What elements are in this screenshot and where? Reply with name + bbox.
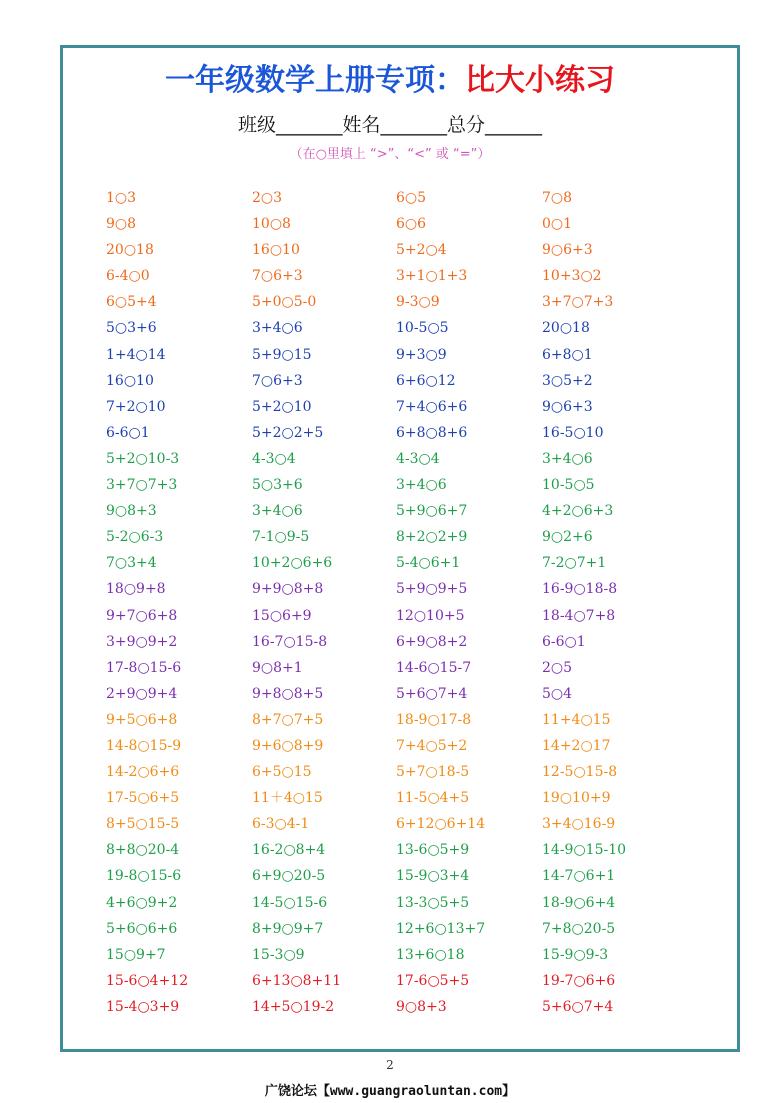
comparison-exercise: 5+9○15 <box>252 346 312 363</box>
comparison-exercise: 7+4○5+2 <box>396 737 468 754</box>
comparison-exercise: 14+5○19-2 <box>252 998 335 1015</box>
exercise-row <box>106 840 706 866</box>
comparison-exercise: 8+7○7+5 <box>252 711 324 728</box>
comparison-exercise: 7○6+3 <box>252 372 303 389</box>
comparison-exercise: 16-7○15-8 <box>252 633 328 650</box>
exercise-row <box>106 762 706 788</box>
comparison-exercise: 9○6+3 <box>542 242 593 259</box>
exercise-row <box>106 214 706 240</box>
comparison-exercise: 6-4○0 <box>106 268 150 285</box>
comparison-exercise: 5+2○10-3 <box>106 450 180 467</box>
exercise-row <box>106 684 706 710</box>
comparison-exercise: 6○5 <box>396 190 427 206</box>
comparison-exercise: 11+4○15 <box>542 711 611 728</box>
exercise-row <box>106 658 706 684</box>
comparison-exercise: 5+2○10 <box>252 398 312 415</box>
exercise-row <box>106 971 706 997</box>
comparison-exercise: 5+9○6+7 <box>396 503 468 520</box>
comparison-exercise: 5+0○5-0 <box>252 294 317 311</box>
comparison-exercise: 9○8+1 <box>252 659 303 676</box>
comparison-exercise: 5+6○7+4 <box>542 998 614 1015</box>
comparison-exercise: 4+2○6+3 <box>542 503 614 520</box>
comparison-exercise: 5+6○6+6 <box>106 920 178 937</box>
comparison-exercise: 9+6○8+9 <box>252 737 324 754</box>
comparison-exercise: 7○3+4 <box>106 555 157 572</box>
comparison-exercise: 6○6 <box>396 216 427 233</box>
comparison-exercise: 3+7○7+3 <box>542 294 614 311</box>
comparison-exercise: 5○3+6 <box>106 320 157 337</box>
comparison-exercise: 6+9○8+2 <box>396 633 468 650</box>
exercise-row <box>106 188 706 214</box>
comparison-exercise: 9+5○6+8 <box>106 711 178 728</box>
comparison-exercise: 15○6+9 <box>252 607 312 624</box>
comparison-exercise: 9○8+3 <box>396 998 447 1015</box>
comparison-exercise: 17-6○5+5 <box>396 972 470 989</box>
comparison-exercise: 9○8+3 <box>106 503 157 520</box>
comparison-exercise: 14-9○15-10 <box>542 842 627 859</box>
comparison-exercise: 12+6○13+7 <box>396 920 486 937</box>
comparison-exercise: 20○18 <box>542 320 590 337</box>
comparison-exercise: 9+9○8+8 <box>252 581 324 598</box>
exercise-row <box>106 579 706 605</box>
comparison-exercise: 6+13○8+11 <box>252 972 342 989</box>
comparison-exercise: 19○10+9 <box>542 790 611 807</box>
comparison-exercise: 3+7○7+3 <box>106 477 178 494</box>
comparison-exercise: 12○10+5 <box>396 607 465 624</box>
comparison-exercise: 7+2○10 <box>106 398 166 415</box>
comparison-exercise: 6+12○6+14 <box>396 816 486 833</box>
comparison-exercise: 5+7○18-5 <box>396 764 470 781</box>
comparison-exercise: 17-8○15-6 <box>106 659 182 676</box>
comparison-exercise: 5+9○9+5 <box>396 581 468 598</box>
comparison-exercise: 11-5○4+5 <box>396 790 470 807</box>
comparison-exercise: 7+8○20-5 <box>542 920 616 937</box>
comparison-exercise: 18○9+8 <box>106 581 166 598</box>
student-info-line: 班级_______姓名_______总分______ <box>237 114 542 136</box>
comparison-exercise: 7-2○7+1 <box>542 555 607 572</box>
comparison-exercise: 15○9+7 <box>106 946 166 963</box>
comparison-exercise: 7○8 <box>542 190 573 206</box>
comparison-exercise: 10-5○5 <box>542 477 595 494</box>
comparison-exercise: 8+9○9+7 <box>252 920 324 937</box>
exercise-row <box>106 371 706 397</box>
comparison-exercise: 3+1○1+3 <box>396 268 468 285</box>
comparison-exercise: 13+6○18 <box>396 946 465 963</box>
comparison-exercise: 20○18 <box>106 242 154 259</box>
comparison-exercise: 5+6○7+4 <box>396 685 468 702</box>
exercise-row <box>106 710 706 736</box>
comparison-exercise: 7-1○9-5 <box>252 529 310 546</box>
title-part-2: 比大小练习 <box>465 63 615 98</box>
comparison-exercise: 4-3○4 <box>396 450 440 467</box>
comparison-exercise: 14+2○17 <box>542 737 611 754</box>
exercise-row <box>106 449 706 475</box>
comparison-exercise: 16-9○18-8 <box>542 581 618 598</box>
comparison-exercise: 14-5○15-6 <box>252 894 328 911</box>
comparison-exercise: 9+7○6+8 <box>106 607 178 624</box>
exercise-row <box>106 736 706 762</box>
exercise-row <box>106 266 706 292</box>
exercise-row <box>106 919 706 945</box>
comparison-exercise: 9+8○8+5 <box>252 685 324 702</box>
comparison-exercise: 14-2○6+6 <box>106 764 180 781</box>
comparison-exercise: 4-3○4 <box>252 450 296 467</box>
comparison-exercise: 3+4○6 <box>252 503 303 520</box>
comparison-exercise: 16○10 <box>106 372 154 389</box>
comparison-exercise: 2○5 <box>542 659 573 676</box>
comparison-exercise: 3○5+2 <box>542 372 593 389</box>
comparison-exercise: 15-9○9-3 <box>542 946 609 963</box>
exercise-row <box>106 866 706 892</box>
comparison-exercise: 3+4○6 <box>542 450 593 467</box>
comparison-exercise: 14-6○15-7 <box>396 659 472 676</box>
exercise-grid <box>106 188 706 1023</box>
comparison-exercise: 9○6+3 <box>542 398 593 415</box>
comparison-exercise: 6+6○12 <box>396 372 456 389</box>
title-part-1: 一年级数学上册专项： <box>165 63 465 98</box>
comparison-exercise: 10+3○2 <box>542 268 602 285</box>
comparison-exercise: 19-8○15-6 <box>106 868 182 885</box>
comparison-exercise: 3+4○6 <box>252 320 303 337</box>
comparison-exercise: 7+4○6+6 <box>396 398 468 415</box>
comparison-exercise: 6-6○1 <box>542 633 586 650</box>
comparison-exercise: 7○6+3 <box>252 268 303 285</box>
exercise-row <box>106 240 706 266</box>
comparison-exercise: 5-2○6-3 <box>106 529 164 546</box>
exercise-row <box>106 345 706 371</box>
exercise-row <box>106 814 706 840</box>
comparison-exercise: 8+5○15-5 <box>106 816 180 833</box>
comparison-exercise: 8+8○20-4 <box>106 842 180 859</box>
comparison-exercise: 15-6○4+12 <box>106 972 189 989</box>
comparison-exercise: 4+6○9+2 <box>106 894 178 911</box>
comparison-exercise: 12-5○15-8 <box>542 764 618 781</box>
exercise-row <box>106 893 706 919</box>
exercise-row <box>106 997 706 1023</box>
footer-source: 广饶论坛【www.guangraoluntan.com】 <box>264 1084 516 1099</box>
comparison-exercise: 18-9○17-8 <box>396 711 472 728</box>
comparison-exercise: 18-4○7+8 <box>542 607 616 624</box>
comparison-exercise: 8+2○2+9 <box>396 529 468 546</box>
comparison-exercise: 3+9○9+2 <box>106 633 178 650</box>
comparison-exercise: 1+4○14 <box>106 346 166 363</box>
comparison-exercise: 16-2○8+4 <box>252 842 326 859</box>
comparison-exercise: 6+9○20-5 <box>252 868 326 885</box>
comparison-exercise: 6+8○8+6 <box>396 424 468 441</box>
comparison-exercise: 15-3○9 <box>252 946 305 963</box>
comparison-exercise: 6+8○1 <box>542 346 593 363</box>
instruction-note: （在○里填上 “>”、“<” 或 “=”） <box>289 147 491 162</box>
comparison-exercise: 6-3○4-1 <box>252 816 310 833</box>
comparison-exercise: 5-4○6+1 <box>396 555 461 572</box>
comparison-exercise: 13-6○5+9 <box>396 842 470 859</box>
page-number: 2 <box>386 1058 394 1072</box>
exercise-row <box>106 397 706 423</box>
comparison-exercise: 9○2+6 <box>542 529 593 546</box>
comparison-exercise: 5○3+6 <box>252 477 303 494</box>
comparison-exercise: 9-3○9 <box>396 294 440 311</box>
exercise-row <box>106 501 706 527</box>
exercise-row <box>106 788 706 814</box>
comparison-exercise: 18-9○6+4 <box>542 894 616 911</box>
comparison-exercise: 16○10 <box>252 242 300 259</box>
comparison-exercise: 5+2○4 <box>396 242 447 259</box>
exercise-row <box>106 632 706 658</box>
comparison-exercise: 19-7○6+6 <box>542 972 616 989</box>
exercise-row <box>106 475 706 501</box>
worksheet-title <box>0 63 780 99</box>
comparison-exercise: 16-5○10 <box>542 424 604 441</box>
comparison-exercise: 6+5○15 <box>252 764 312 781</box>
exercise-row <box>106 292 706 318</box>
comparison-exercise: 13-3○5+5 <box>396 894 470 911</box>
exercise-row <box>106 553 706 579</box>
comparison-exercise: 5+2○2+5 <box>252 424 324 441</box>
comparison-exercise: 0○1 <box>542 216 573 233</box>
comparison-exercise: 15-9○3+4 <box>396 868 470 885</box>
comparison-exercise: 9+3○9 <box>396 346 447 363</box>
comparison-exercise: 6-6○1 <box>106 424 150 441</box>
exercise-row <box>106 318 706 344</box>
comparison-exercise: 2○3 <box>252 190 283 206</box>
comparison-exercise: 10+2○6+6 <box>252 555 333 572</box>
comparison-exercise: 11＋4○15 <box>252 790 323 807</box>
comparison-exercise: 9○8 <box>106 216 137 233</box>
exercise-row <box>106 606 706 632</box>
exercise-row <box>106 945 706 971</box>
comparison-exercise: 5○4 <box>542 685 573 702</box>
exercise-row <box>106 527 706 553</box>
exercise-row <box>106 423 706 449</box>
comparison-exercise: 6○5+4 <box>106 294 157 311</box>
comparison-exercise: 3+4○6 <box>396 477 447 494</box>
comparison-exercise: 1○3 <box>106 190 137 206</box>
comparison-exercise: 15-4○3+9 <box>106 998 180 1015</box>
comparison-exercise: 10○8 <box>252 216 291 233</box>
comparison-exercise: 17-5○6+5 <box>106 790 180 807</box>
comparison-exercise: 2+9○9+4 <box>106 685 178 702</box>
comparison-exercise: 3+4○16-9 <box>542 816 616 833</box>
comparison-exercise: 14-8○15-9 <box>106 737 182 754</box>
comparison-exercise: 14-7○6+1 <box>542 868 616 885</box>
comparison-exercise: 10-5○5 <box>396 320 449 337</box>
